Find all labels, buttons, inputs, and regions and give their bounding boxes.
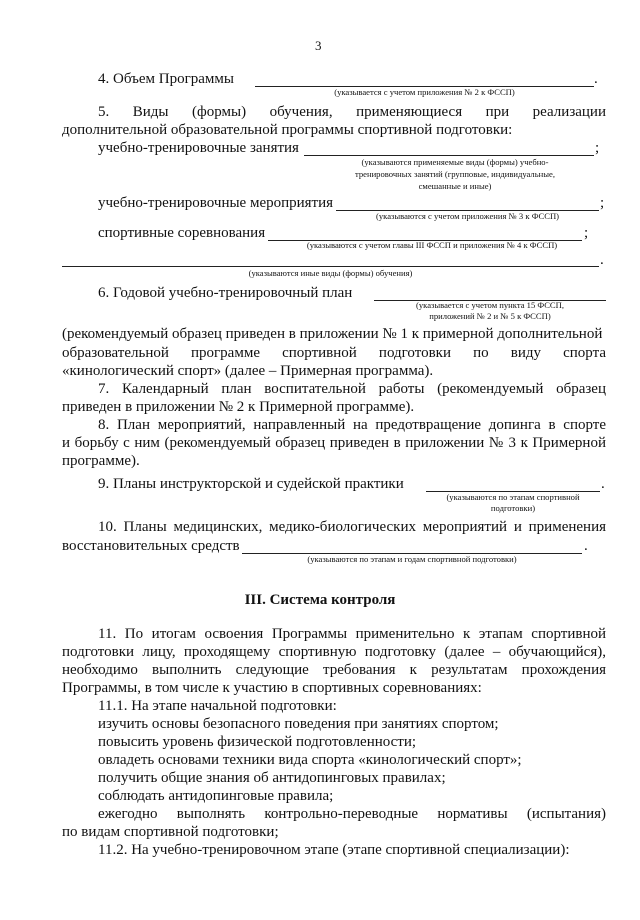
para-11-line-1: 11. По итогам освоения Программы применительно к этапам спортивной [98,626,606,642]
item-5-training-sessions-note-2: тренировочных занятий (групповые, индивидуальные, [355,169,555,179]
item-9-end: . [601,476,605,492]
item-5-training-events-semicolon: ; [600,195,605,211]
item-6-line-3: образовательной программе спортивной подготовки по виду спорта [62,345,606,361]
item-5-other-forms-note: (указываются иные виды (формы) обучения) [248,268,413,278]
requirement-3: овладеть основами техники вида спорта «кинологический спорт»; [98,752,522,768]
item-5-line-2: дополнительной образовательной программы спортивной подготовки: [62,122,513,138]
requirement-5: соблюдать антидопинговые правила; [98,788,334,804]
item-6-line-2: (рекомендуемый образец приведен в приложении № 1 к примерной дополнительной [62,326,603,342]
page-number: 3 [315,38,322,53]
requirement-annual-line-1: ежегодно выполнять контрольно-переводные нормативы (испытания) [98,806,606,822]
item-5-competitions-label: спортивные соревнования [98,225,266,241]
item-10-note: (указываются по этапам и годам спортивной подготовки) [307,554,517,564]
section-heading: III. Система контроля [244,592,396,608]
item-5-other-forms-end: . [600,252,604,268]
item-5-other-forms-line [62,266,599,267]
item-5-line-1: 5. Виды (формы) обучения, применяющиеся при реализации [98,104,606,120]
subsection-11-1: 11.1. На этапе начальной подготовки: [98,698,337,714]
item-5-competitions-note: (указываются с учетом главы III ФССП и приложения № 4 к ФССП) [306,240,558,250]
item-6-note-1: (указывается с учетом пункта 15 ФССП, [415,300,565,310]
item-10-line-2: восстановительных средств [62,538,240,554]
item-9-note-2: подготовки) [490,503,536,513]
item-10-end: . [584,538,588,554]
item-6-label: 6. Годовой учебно-тренировочный план [98,285,353,301]
item-5-training-sessions-semicolon: ; [595,140,600,156]
para-11-line-3: необходимо выполнить следующие требования к результатам прохождения [62,662,606,678]
item-5-training-sessions-note-1: (указываются применяемые виды (формы) учебно- [361,157,549,167]
item-6-line-4: «кинологический спорт» (далее – Примерная программа). [62,363,434,379]
item-5-training-events-note: (указываются с учетом приложения № 3 к ФССП) [375,211,560,221]
item-5-training-sessions-line [304,155,594,156]
item-4-end: . [594,71,598,87]
item-7-line-2: приведен в приложении № 2 к Примерной программе). [62,399,415,415]
subsection-11-2: 11.2. На учебно-тренировочном этапе (этапе спортивной специализации): [98,842,570,858]
requirement-annual-line-2: по видам спортивной подготовки; [62,824,279,840]
item-7-line-1: 7. Календарный план воспитательной работы (рекомендуемый образец [98,381,606,397]
item-9-label: 9. Планы инструкторской и судейской практики [98,476,404,492]
para-11-line-2: подготовки лицу, проходящему спортивную подготовку (далее – обучающийся), [62,644,606,660]
item-10-line-1: 10. Планы медицинских, медико-биологических мероприятий и применения [98,519,606,535]
requirement-1: изучить основы безопасного поведения при занятиях спортом; [98,716,499,732]
requirement-4: получить общие знания об антидопинговых правилах; [98,770,446,786]
item-6-note-2: приложений № 2 и № 5 к ФССП) [429,311,551,321]
item-4-note: (указывается с учетом приложения № 2 к ФССП) [334,87,515,97]
item-9-note-1: (указываются по этапам спортивной [446,492,580,502]
item-5-competitions-semicolon: ; [584,225,589,241]
item-8-line-2: и борьбу с ним (рекомендуемый образец приведен в приложении № 3 к Примерной [62,435,606,451]
item-5-training-sessions-label: учебно-тренировочные занятия [98,140,299,156]
item-4-label: 4. Объем Программы [98,71,234,87]
item-5-training-events-label: учебно-тренировочные мероприятия [98,195,334,211]
requirement-2: повысить уровень физической подготовленности; [98,734,417,750]
item-8-line-1: 8. План мероприятий, направленный на предотвращение допинга в спорте [98,417,606,433]
item-5-training-sessions-note-3: смешанные и иные) [418,181,492,191]
item-8-line-3: программе). [62,453,140,469]
para-11-line-4: Программы, в том числе к участию в спортивных соревнованиях: [62,680,482,696]
